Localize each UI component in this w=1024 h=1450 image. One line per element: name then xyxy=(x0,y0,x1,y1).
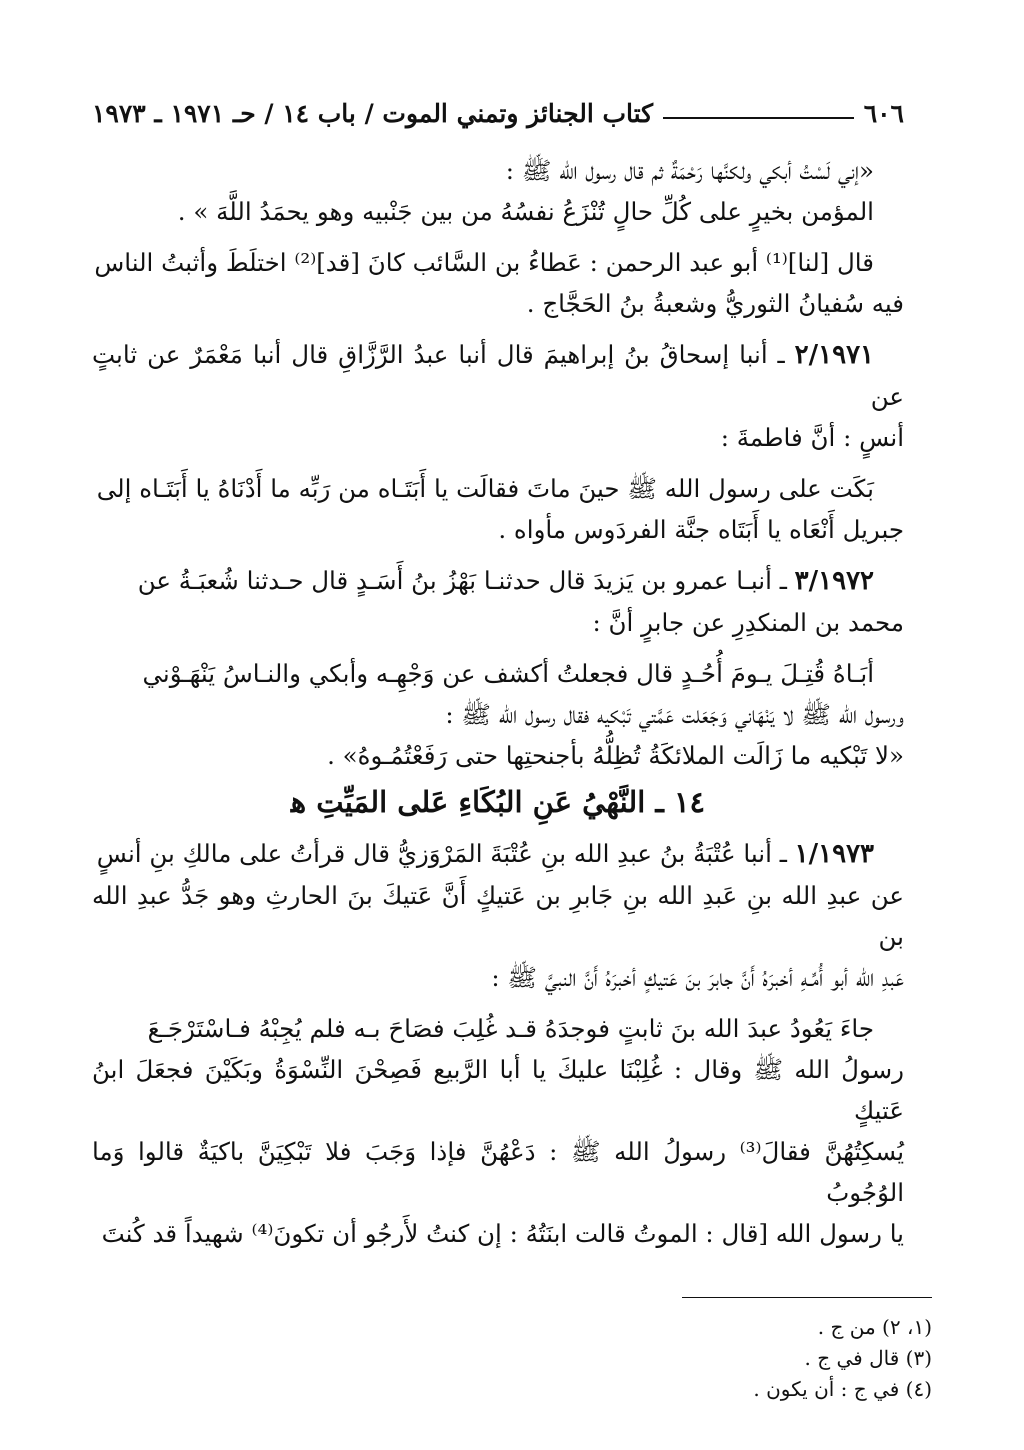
text-line: محمد بن المنكدِرِ عن جابرٍ أنَّ : xyxy=(592,608,904,637)
text-line: عَبدِ الله أبو أُمِّـهِ أخبرَهُ أَنَّ جابرَ بنَ عَتيكٍ أخبرَهُ أَنَّ النبيَّ ﷺ : xyxy=(491,963,904,992)
text-line: فيه سُفيانُ الثوريُّ وشعبةُ بنُ الحَجَّاج . xyxy=(526,289,904,318)
text-line: جبريل أَنْعَاه يا أَبَتَاه جنَّة الفردَوس مأواه . xyxy=(498,515,904,544)
text-line: أبَـاهُ قُتِـلَ يـومَ أُحُـدٍ قال فجعلتُ أكشف عن وَجْهِـه وأبكي والنـاسُ يَنْهَـوْني xyxy=(142,659,874,688)
text-line: رسولُ الله ﷺ وقال : غُلِبْنَا عليكَ يا أبا الرَّبيع فَصِحْنَ النِّسْوَةُ وبَكَيْنَ فجعَلَ ابنُ عَتيكٍ xyxy=(92,1055,904,1125)
text-line: بَكَت على رسول الله ﷺ حينَ ماتَ فقالَت يا أَبَتَـاه من رَبِّه ما أَدْنَاهُ يا أَبَتَـاه إلى xyxy=(96,474,874,503)
header-title: كتاب الجنائز وتمني الموت / باب ١٤ / حـ ١٩٧١ ـ ١٩٧٣ xyxy=(92,99,654,128)
page-number: ٦٠٦ xyxy=(863,99,904,128)
hadith-1972-line: ٣/١٩٧٢ ـ أنبـا عمرو بن يَزيدَ قال حدثنـا بَهْزُ بنُ أَسَـدٍ قال حـدثنا شُعبَـةُ عن xyxy=(137,566,874,596)
hadith-number: ١/١٩٧٣ xyxy=(794,839,874,869)
text-line: المؤمن بخيرٍ على كُلِّ حالٍ تُنْزَعُ نفسُهُ من بين جَنْبيه وهو يحمَدُ اللَّهَ » . xyxy=(177,197,874,226)
text-line: يُسكِتُهُنَّ فقالَ⁽³⁾ رسولُ الله ﷺ : دَعْهُنَّ فإذا وَجَبَ فلا تَبْكِيَنَّ باكيَةٌ قالوا وَما الوُجُوبُ xyxy=(92,1137,905,1207)
footnote-rule xyxy=(682,1297,932,1298)
text-line: عن عبدِ الله بنِ عَبدِ الله بنِ جَابرِ بن عَتيكٍ أَنَّ عَتيكَ بنَ الحارثِ وهو جَدُّ عبدِ الله بن xyxy=(92,881,904,951)
hadith-1971-line: ٢/١٩٧١ ـ أنبا إسحاقُ بنُ إبراهيمَ قال أنبا عبدُ الرَّزَّاقِ قال أنبا مَعْمَرٌ عن ثابتٍ عن xyxy=(92,340,904,411)
chapter-heading: ١٤ ـ النَّهْيُ عَنِ البُكَاءِ عَلى المَيِّتِ ﻫ xyxy=(290,785,706,819)
hadith-number: ٢/١٩٧١ xyxy=(794,340,874,370)
hadith-1973-line: ١/١٩٧٣ ـ أنبا عُتْبَةُ بنُ عبدِ الله بنِ عُتْبَةَ المَرْوَزيُّ قال قرأتُ على مالكِ بنِ أنسٍ xyxy=(96,839,874,869)
hadith-number: ٣/١٩٧٢ xyxy=(794,566,874,596)
main-text xyxy=(92,150,904,1254)
text-line: جاءَ يَعُودُ عبدَ الله بنَ ثابتٍ فوجدَهُ قـد غُلِبَ فصَاحَ بـه فلم يُجِبْهُ فـاسْتَرْجَـعَ xyxy=(147,1014,874,1043)
running-header xyxy=(92,84,904,128)
text-line: يا رسول الله [قال : الموتُ قالت ابنَتُهُ : إن كنتُ لأَرجُو أن تكونَ⁽⁴⁾ شهيداً قد كُنتَ xyxy=(101,1219,904,1248)
footnotes xyxy=(432,1312,932,1405)
text-line: قال [لنا]⁽¹⁾ أبو عبد الرحمن : عَطاءُ بن السَّائب كانَ [قد]⁽²⁾ اختلَطَ وأثبتُ الناس xyxy=(94,248,874,277)
footnote: (٣) قال في ج . xyxy=(804,1346,932,1370)
text-line: «إني لَسْتُ أبكي ولكنَّها رَحْمَةٌ ثم قال رسول الله ﷺ : xyxy=(505,156,874,185)
footnote: (٤) في ج : أن يكون . xyxy=(753,1377,932,1401)
text-line: ورسول الله ﷺ لا يَنْهَاني وَجَعَلت عَمَّتي تَبْكيه فقال رسول الله ﷺ : xyxy=(445,700,904,729)
text-line: «لا تَبْكيه ما زَالَت الملائكَةُ تُظِلُّهُ بأجنحتِها حتى رَفَعْتُمُـوهُ» . xyxy=(327,741,904,770)
header-rule xyxy=(663,117,854,119)
footnote: (١، ٢) من ج . xyxy=(817,1315,932,1339)
text-line: أنسٍ : أنَّ فاطمةَ : xyxy=(720,423,904,452)
